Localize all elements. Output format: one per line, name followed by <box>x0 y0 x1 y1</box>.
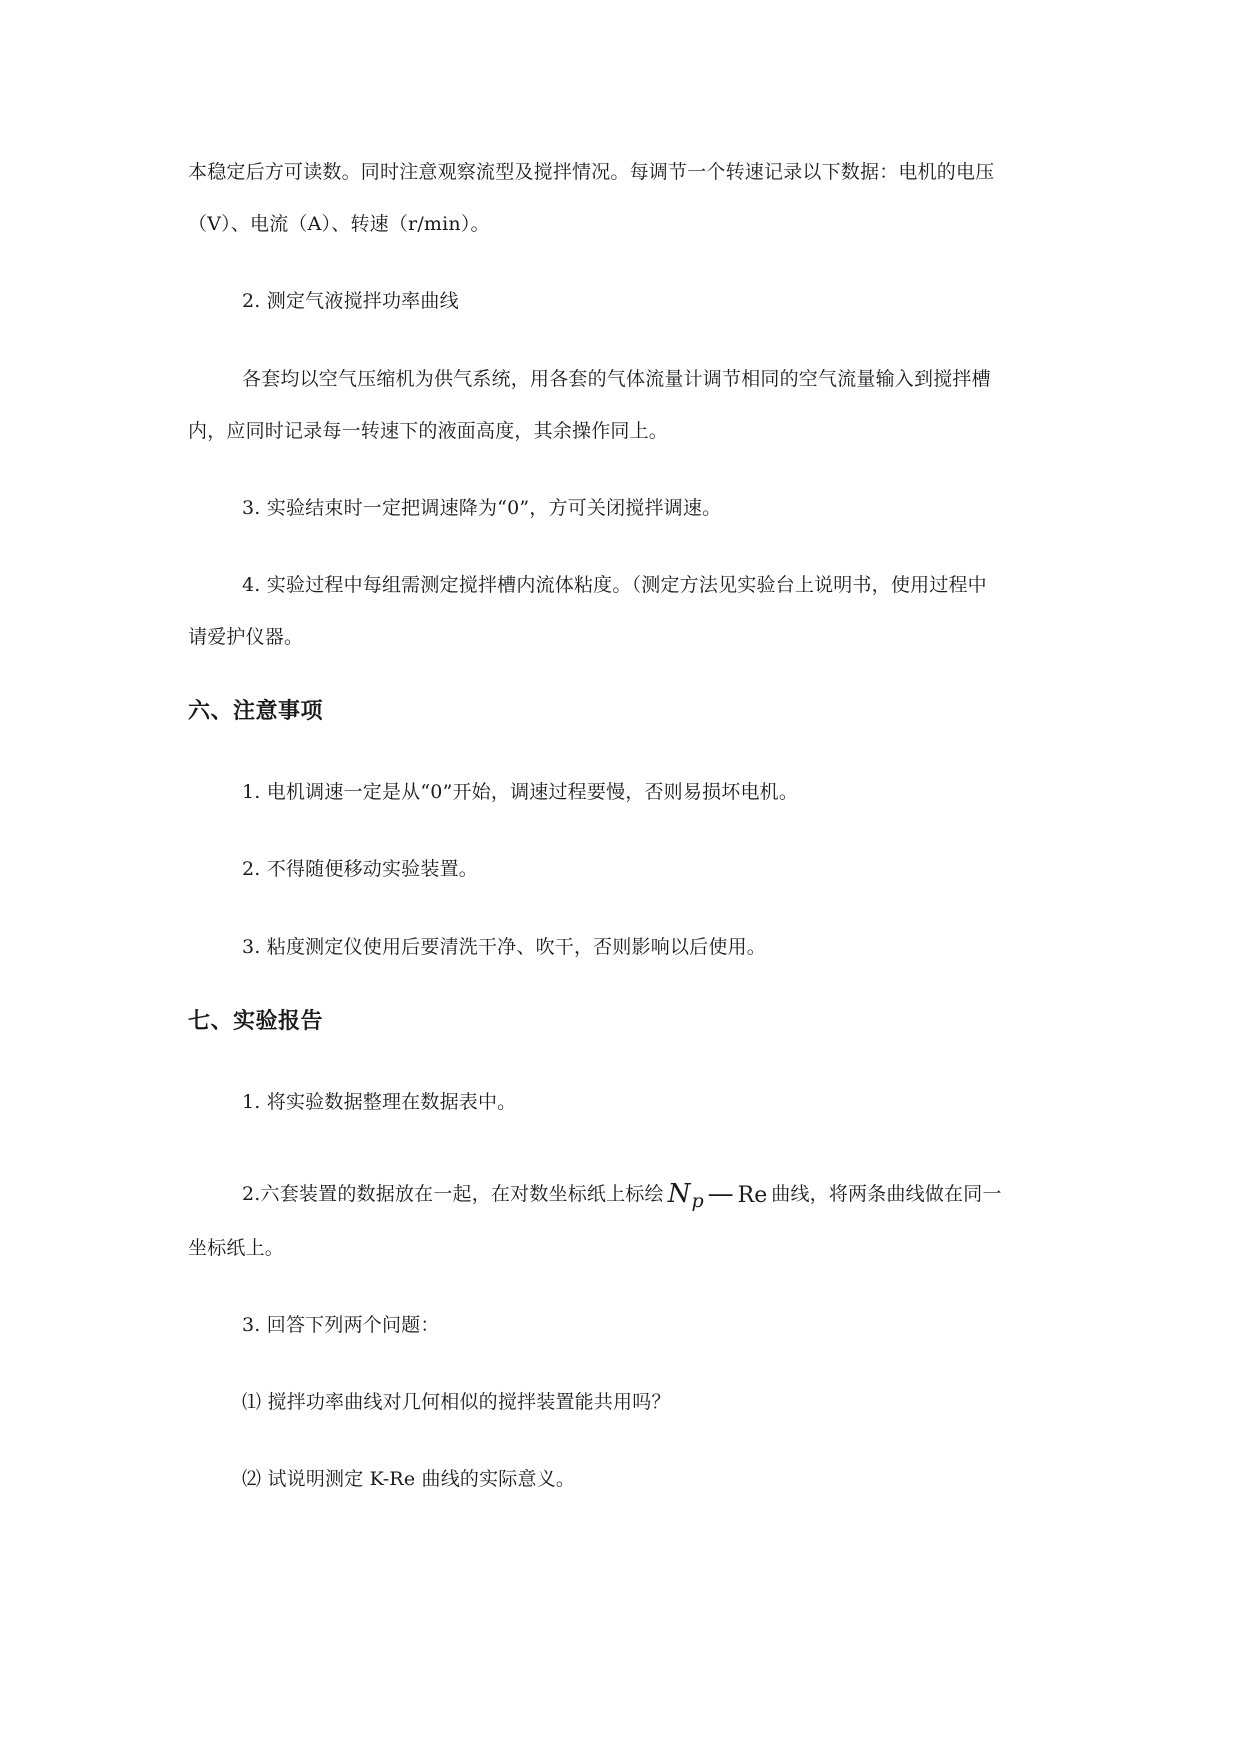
notes-item-2: 2. 不得随便移动实验装置。 <box>242 858 478 880</box>
procedure-paragraph-1-line-2: （V）、电流（A）、转速（r/min）。 <box>188 213 490 235</box>
report-item-3: 3. 回答下列两个问题： <box>242 1314 440 1336</box>
notes-item-3: 3. 粘度测定仪使用后要清洗干净、吹干，否则影响以后使用。 <box>242 936 766 958</box>
section-heading-report: 七、实验报告 <box>188 1009 324 1034</box>
notes-item-1: 1. 电机调速一定是从“0”开始，调速过程要慢，否则易损坏电机。 <box>242 781 799 803</box>
report-item-2-line-1 <box>242 1179 1002 1213</box>
procedure-step-2: 2. 测定气液搅拌功率曲线 <box>242 290 459 312</box>
formula-operator: — <box>707 1179 734 1209</box>
np-re-formula <box>667 1179 768 1213</box>
procedure-paragraph-3-line-2: 内，应同时记录每一转速下的液面高度，其余操作同上。 <box>188 420 669 442</box>
procedure-step-3: 3. 实验结束时一定把调速降为“0”，方可关闭搅拌调速。 <box>242 497 722 519</box>
report-item-2-line-2: 坐标纸上。 <box>188 1237 285 1259</box>
formula-term: Re <box>737 1183 768 1208</box>
report-item-1: 1. 将实验数据整理在数据表中。 <box>242 1091 517 1113</box>
procedure-paragraph-3-line-1: 各套均以空气压缩机为供气系统，用各套的气体流量计调节相同的空气流量输入到搅拌槽 <box>242 368 991 390</box>
report-question-1: ⑴ 搅拌功率曲线对几何相似的搅拌装置能共用吗？ <box>242 1391 671 1413</box>
procedure-step-4-line-2: 请爱护仪器。 <box>188 626 304 648</box>
formula-subscript: p <box>691 1190 704 1212</box>
procedure-step-4-line-1: 4. 实验过程中每组需测定搅拌槽内流体粘度。（测定方法见实验台上说明书，使用过程中 <box>242 574 987 596</box>
section-heading-notes: 六、注意事项 <box>188 699 324 724</box>
report-question-2: ⑵ 试说明测定 K-Re 曲线的实际意义。 <box>242 1468 576 1490</box>
report-item-2-prefix: 2.六套装置的数据放在一起，在对数坐标纸上标绘 <box>242 1183 664 1205</box>
formula-symbol: N <box>667 1179 691 1209</box>
report-item-2-suffix: 曲线，将两条曲线做在同一 <box>771 1183 1002 1205</box>
procedure-paragraph-1-line-1: 本稳定后方可读数。同时注意观察流型及搅拌情况。每调节一个转速记录以下数据：电机的电压 <box>188 161 995 183</box>
